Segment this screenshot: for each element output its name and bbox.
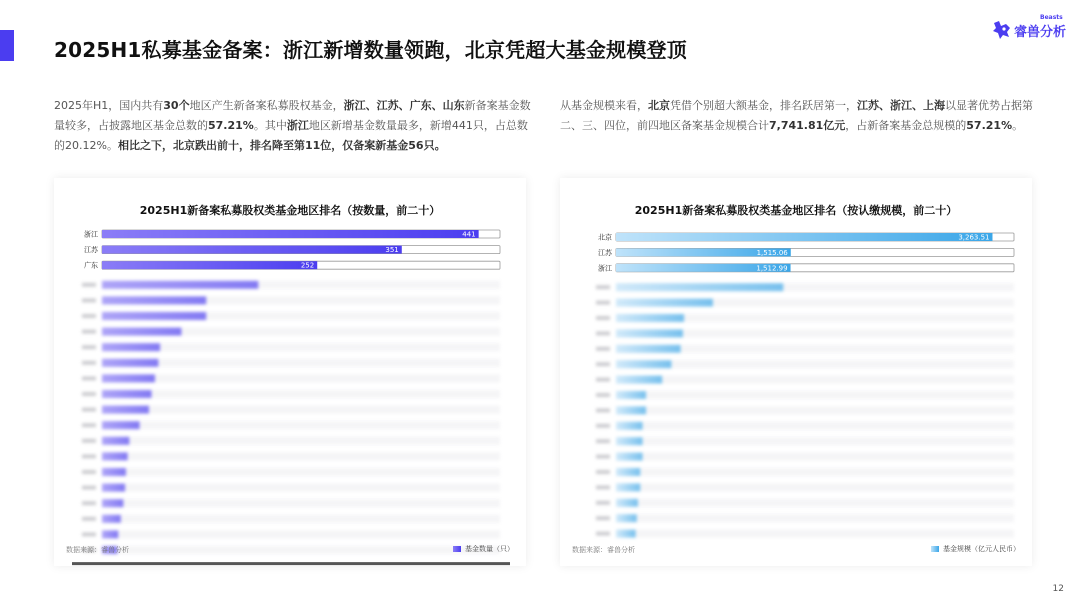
bar (616, 437, 643, 445)
legend-label: 基金数量（只） (465, 545, 514, 553)
category-label-blurred (82, 376, 96, 380)
paragraph-run: 凭借个别超大额基金，排名跃居第一， (670, 99, 857, 112)
bar-track (102, 499, 500, 507)
bar-track (616, 499, 1014, 507)
bar (616, 514, 637, 522)
bar-track (102, 546, 500, 554)
bar (102, 328, 181, 336)
category-label: 江苏 (598, 248, 612, 257)
paragraph-run: 30个 (163, 99, 190, 112)
value-label: 1,512.99 (756, 264, 788, 273)
bar-track (102, 374, 500, 382)
bar (616, 391, 646, 399)
category-label-blurred (596, 470, 610, 474)
paragraph-run: 浙江 (286, 119, 309, 132)
bar-track (616, 391, 1014, 399)
bar (102, 515, 121, 523)
bar (102, 406, 149, 414)
bar (616, 530, 636, 538)
bar-track (102, 530, 500, 538)
paragraph-run: 地区产生新备案私募股权基金， (189, 99, 344, 112)
bar (102, 281, 258, 289)
category-label-blurred (596, 516, 610, 520)
legend-label: 基金规模（亿元人民币） (943, 545, 1020, 553)
bar-track (616, 453, 1014, 461)
bar-track (102, 437, 500, 445)
paragraph-run: 。 (1012, 119, 1024, 132)
bar (102, 246, 402, 254)
bar-track (102, 359, 500, 367)
category-label-blurred (82, 314, 96, 318)
category-label-blurred (82, 392, 96, 396)
page-title: 2025H1私募基金备案：浙江新增数量领跑，北京凭超大基金规模登顶 (54, 38, 687, 62)
chart-legend (931, 544, 1020, 554)
bar (102, 390, 152, 398)
bar (616, 406, 646, 414)
bar (616, 329, 683, 337)
category-label-blurred (596, 301, 610, 305)
category-label-blurred (596, 485, 610, 489)
bar-track (102, 484, 500, 492)
category-label-blurred (596, 532, 610, 536)
category-label: 广东 (84, 261, 98, 270)
bar-track (102, 421, 500, 429)
bar-track (102, 406, 500, 414)
category-label-blurred (82, 532, 96, 536)
page-number: 12 (1052, 584, 1064, 594)
category-label-blurred (596, 331, 610, 335)
right-paragraph (560, 96, 1038, 136)
paragraph-run: 新备案基金数量较多，占披露地区基金总数的 (54, 99, 531, 132)
value-label: 351 (385, 246, 399, 255)
paragraph-run: 以显著优势占据第二、三、四位，前四地区备案基金规模合计 (560, 99, 1033, 132)
chart-title: 2025H1新备案私募股权类基金地区排名（按数量，前二十） (139, 204, 441, 217)
paragraph-run: 相比之下，北京跌出前十，排名降至第11位，仅备案新基金56只。 (117, 139, 446, 152)
bar-track (102, 468, 500, 476)
chart-card-scale (560, 178, 1032, 566)
bar-track (616, 437, 1014, 445)
paragraph-run: ，占新备案基金总规模的 (845, 119, 967, 132)
bar-track (102, 343, 500, 351)
bar-track (616, 530, 1014, 538)
left-paragraph (54, 96, 534, 156)
value-label: 1,515.06 (756, 248, 788, 257)
paragraph-run: 从基金规模来看， (560, 99, 648, 112)
category-label-blurred (596, 362, 610, 366)
bar (616, 499, 638, 507)
category-label-blurred (82, 470, 96, 474)
value-label: 3,263.51 (958, 233, 990, 242)
category-label-blurred (82, 298, 96, 302)
bar (102, 374, 155, 382)
bar-chart-count (54, 178, 526, 566)
category-label: 浙江 (84, 230, 98, 239)
category-label-blurred (596, 393, 610, 397)
data-source: 数据来源：睿兽分析 (572, 546, 635, 554)
category-label-blurred (596, 455, 610, 459)
bar (616, 233, 992, 241)
category-label-blurred (82, 517, 96, 521)
beast-logo-icon (992, 20, 1012, 40)
bar (616, 314, 684, 322)
paragraph-run: 2025年H1，国内共有 (54, 99, 164, 112)
bar (616, 283, 783, 291)
category-label-blurred (82, 408, 96, 412)
bar (102, 261, 317, 269)
bar (102, 312, 206, 320)
chart-title: 2025H1新备案私募股权类基金地区排名（按认缴规模，前二十） (634, 204, 958, 217)
paragraph-run: 浙江、江苏、广东、山东 (343, 99, 465, 112)
category-label-blurred (596, 501, 610, 505)
bar (616, 299, 713, 307)
legend-swatch (453, 546, 461, 552)
logo-superscript: Beasts (1040, 14, 1063, 21)
bar (616, 483, 640, 491)
category-label-blurred (596, 408, 610, 412)
bar-track (616, 483, 1014, 491)
category-label-blurred (596, 285, 610, 289)
bar (102, 468, 126, 476)
category-label-blurred (82, 345, 96, 349)
category-label-blurred (82, 361, 96, 365)
logo-text: 睿兽分析 (1014, 25, 1067, 40)
category-label: 江苏 (84, 246, 98, 255)
bar (102, 437, 129, 445)
category-label-blurred (82, 454, 96, 458)
bar (102, 230, 479, 238)
logo (992, 16, 1070, 44)
bar (616, 360, 671, 368)
value-label: 252 (300, 261, 315, 270)
bar (102, 343, 160, 351)
paragraph-run: 江苏、浙江、上海 (857, 99, 945, 112)
category-label-blurred (82, 439, 96, 443)
paragraph-run: 。其中 (253, 119, 287, 132)
category-label-blurred (596, 424, 610, 428)
category-label-blurred (82, 501, 96, 505)
bar-track (616, 514, 1014, 522)
paragraph-run: 地区新增基金数量最多，新增441只，占总数的20.12%。 (54, 119, 528, 152)
category-label-blurred (82, 330, 96, 334)
category-label-blurred (596, 347, 610, 351)
bar (616, 376, 662, 384)
category-label: 北京 (598, 233, 612, 242)
paragraph-run: 57.21% (966, 119, 1013, 132)
bar-track (616, 468, 1014, 476)
paragraph-run: 57.21% (208, 119, 254, 132)
legend-swatch (931, 546, 939, 552)
category-label-blurred (596, 439, 610, 443)
bar (102, 530, 118, 538)
bar (102, 484, 125, 492)
bar (102, 452, 128, 460)
chart-legend (453, 544, 514, 554)
blurred-rows (596, 283, 1014, 537)
value-label: 441 (462, 230, 476, 239)
bar (102, 359, 158, 367)
data-source: 数据来源：睿兽分析 (66, 546, 129, 554)
bar-track (616, 360, 1014, 368)
bar-chart-scale (560, 178, 1032, 566)
bar (616, 422, 643, 430)
blurred-rows (82, 281, 500, 554)
category-label: 浙江 (598, 264, 612, 273)
bar-track (102, 390, 500, 398)
bar-track (616, 406, 1014, 414)
category-label-blurred (82, 423, 96, 427)
bar-track (102, 515, 500, 523)
category-label-blurred (82, 486, 96, 490)
category-label-blurred (82, 283, 96, 287)
chart-card-count (54, 178, 526, 566)
paragraph-run: 7,741.81亿元 (769, 119, 846, 132)
bar-track (616, 376, 1014, 384)
bar-track (102, 452, 500, 460)
bar (102, 296, 206, 304)
bar (616, 468, 640, 476)
title-accent-bar (0, 30, 14, 61)
bar (102, 499, 123, 507)
category-label-blurred (596, 378, 610, 382)
bar (616, 345, 681, 353)
category-label-blurred (596, 316, 610, 320)
bar-track (616, 422, 1014, 430)
paragraph-run: 北京 (648, 99, 670, 112)
bar (616, 453, 643, 461)
bar (102, 421, 140, 429)
